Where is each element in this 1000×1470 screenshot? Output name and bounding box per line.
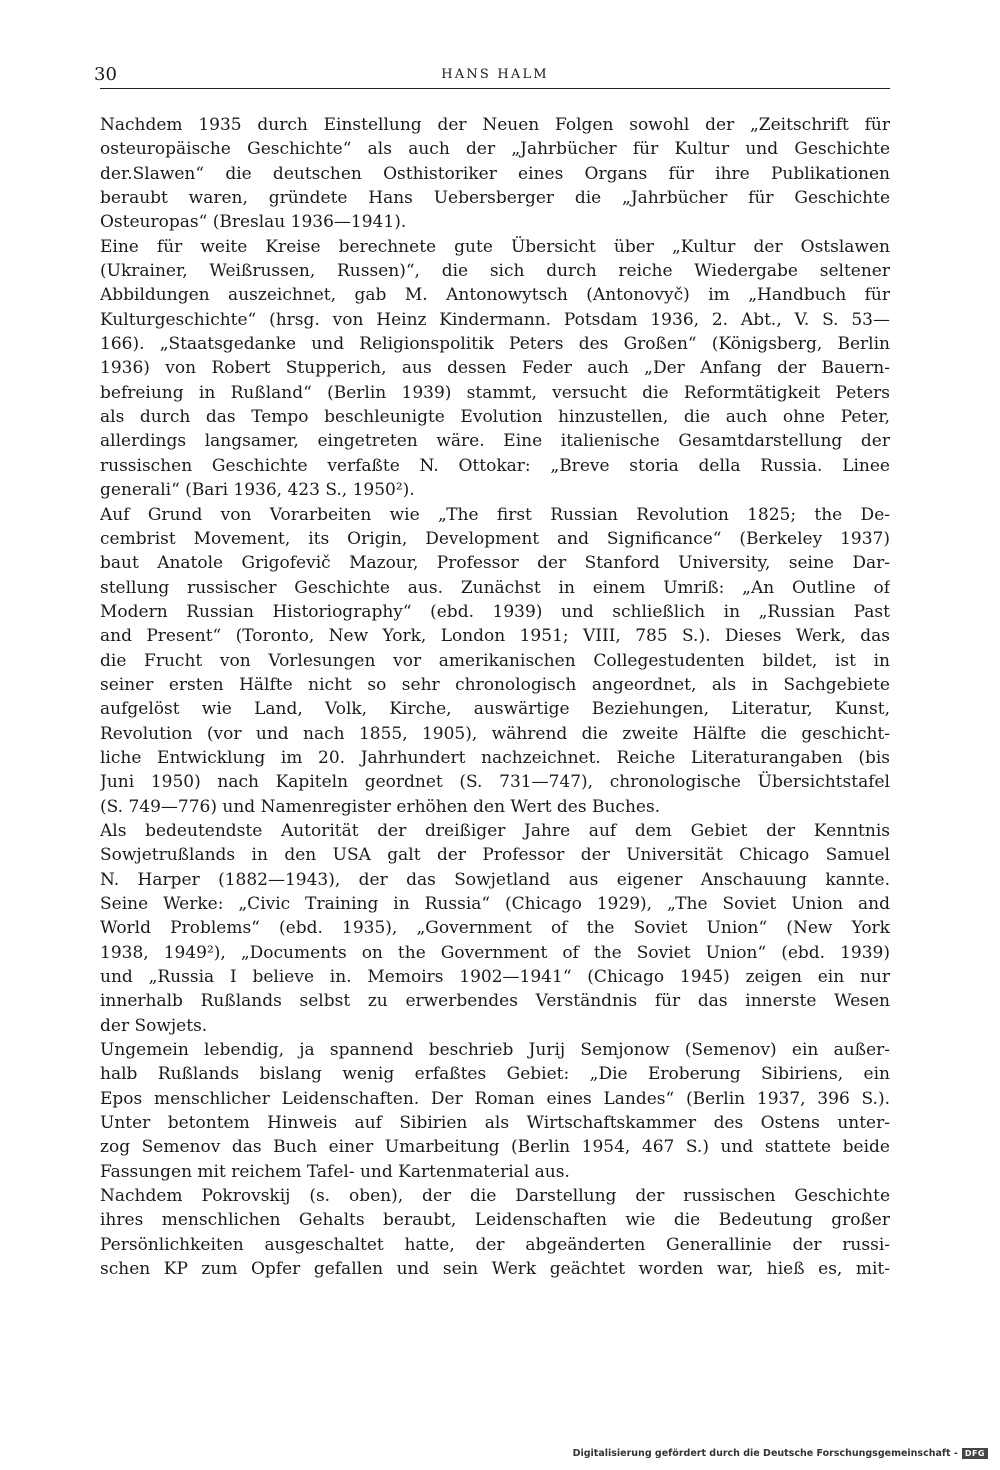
text-line: Persönlichkeiten ausgeschaltet hatte, der abgeänderten Generallinie der russi- bbox=[100, 1234, 890, 1255]
text-line: World Problems“ (ebd. 1935), „Government of the Soviet Union“ (New York bbox=[100, 918, 890, 939]
text-line: innerhalb Rußlands selbst zu erwerbendes Verständnis für das innerste Wesen bbox=[100, 991, 890, 1012]
paragraph bbox=[100, 235, 890, 503]
text-line: Nachdem Pokrovskij (s. oben), der die Darstellung der russischen Geschichte bbox=[100, 1186, 890, 1207]
text-line: und „Russia I believe in. Memoirs 1902—1941“ (Chicago 1945) zeigen ein nur bbox=[100, 967, 890, 988]
text-line: halb Rußlands bislang wenig erfaßtes Gebiet: „Die Eroberung Sibiriens, ein bbox=[100, 1064, 890, 1085]
text-line: Als bedeutendste Autorität der dreißiger Jahre auf dem Gebiet der Kenntnis bbox=[100, 820, 890, 841]
text-line: zog Semenov das Buch einer Umarbeitung (Berlin 1954, 467 S.) und stattete beide bbox=[100, 1137, 890, 1158]
text-line: stellung russischer Geschichte aus. Zunächst in einem Umriß: „An Outline of bbox=[100, 577, 890, 598]
text-line: Kulturgeschichte“ (hrsg. von Heinz Kindermann. Potsdam 1936, 2. Abt., V. S. 53— bbox=[100, 309, 890, 330]
paragraph bbox=[100, 1184, 890, 1281]
text-line: osteuropäische Geschichte“ als auch der „Jahrbücher für Kultur und Geschichte bbox=[100, 139, 890, 160]
text-line: als durch das Tempo beschleunigte Evolution hinzustellen, die auch ohne Peter, bbox=[100, 407, 890, 428]
text-line: russischen Geschichte verfaßte N. Ottokar: „Breve storia della Russia. Linee bbox=[100, 455, 890, 476]
text-line: Nachdem 1935 durch Einstellung der Neuen Folgen sowohl der „Zeitschrift für bbox=[100, 115, 890, 135]
text-line: Seine Werke: „Civic Training in Russia“ (Chicago 1929), „The Soviet Union and bbox=[100, 894, 890, 914]
text-line: Modern Russian Historiography“ (ebd. 1939) und schließlich in „Russian Past bbox=[100, 601, 890, 622]
paragraph bbox=[100, 113, 890, 235]
text-line: aufgelöst wie Land, Volk, Kirche, auswärtige Beziehungen, Literatur, Kunst, bbox=[100, 699, 890, 720]
text-line: 1936) von Robert Stupperich, aus dessen Feder auch „Der Anfang der Bauern- bbox=[100, 358, 890, 379]
text-line: baut Anatole Grigofevič Mazour, Professor der Stanford University, seine Dar- bbox=[100, 553, 890, 574]
text-line: Revolution (vor und nach 1855, 1905), während die zweite Hälfte die geschicht- bbox=[100, 723, 890, 744]
text-line: Juni 1950) nach Kapiteln geordnet (S. 731—747), chronologische Übersichtstafel bbox=[100, 772, 890, 793]
text-line: Unter betontem Hinweis auf Sibirien als Wirtschaftskammer des Ostens unter- bbox=[100, 1113, 890, 1134]
paragraph bbox=[100, 819, 890, 1038]
text-line: Epos menschlicher Leidenschaften. Der Roman eines Landes“ (Berlin 1937, 396 S.). bbox=[100, 1088, 890, 1109]
text-line: 166). „Staatsgedanke und Religionspolitik Peters des Großen“ (Königsberg, Berlin bbox=[100, 334, 890, 355]
text-line: Abbildungen auszeichnet, gab M. Antonowytsch (Antonovyč) im „Handbuch für bbox=[100, 285, 890, 306]
text-line: schen KP zum Opfer gefallen und sein Werk geächtet worden war, hieß es, mit- bbox=[100, 1259, 890, 1280]
text-line: N. Harper (1882—1943), der das Sowjetland aus eigener Anschauung kannte. bbox=[100, 869, 890, 890]
text-line: (Ukrainer, Weißrussen, Russen)“, die sich durch reiche Wiedergabe seltener bbox=[100, 261, 890, 282]
text-line: Fassungen mit reichem Tafel- und Kartenmaterial aus. bbox=[100, 1161, 570, 1182]
digitization-footer bbox=[573, 1448, 988, 1459]
text-line: beraubt waren, gründete Hans Uebersberger die „Jahrbücher für Geschichte bbox=[100, 188, 890, 209]
footer-text: Digitalisierung gefördert durch die Deutsche Forschungsgemeinschaft - bbox=[572, 1448, 958, 1459]
text-line: generali“ (Bari 1936, 423 S., 1950²). bbox=[100, 480, 415, 501]
text-line: Osteuropas“ (Breslau 1936—1941). bbox=[100, 212, 407, 233]
text-line: der Sowjets. bbox=[100, 1015, 208, 1036]
text-line: Sowjetrußlands in den USA galt der Professor der Universität Chicago Samuel bbox=[100, 845, 890, 866]
text-line: ihres menschlichen Gehalts beraubt, Leidenschaften wie die Bedeutung großer bbox=[100, 1210, 890, 1231]
text-line: seiner ersten Hälfte nicht so sehr chronologisch angeordnet, als in Sachgebiete bbox=[100, 674, 890, 695]
text-line: (S. 749—776) und Namenregister erhöhen den Wert des Buches. bbox=[100, 796, 661, 817]
running-head: HANS HALM bbox=[441, 67, 549, 82]
text-line: liche Entwicklung im 20. Jahrhundert nachzeichnet. Reiche Literaturangaben (bis bbox=[100, 747, 890, 768]
text-line: der.Slawen“ die deutschen Osthistoriker eines Organs für ihre Publikationen bbox=[100, 163, 890, 184]
text-line: 1938, 1949²), „Documents on the Government of the Soviet Union“ (ebd. 1939) bbox=[100, 942, 890, 963]
page-number: 30 bbox=[94, 64, 117, 85]
page bbox=[94, 62, 890, 1282]
text-line: befreiung in Rußland“ (Berlin 1939) stammt, versucht die Reformtätigkeit Peters bbox=[100, 382, 890, 403]
text-line: and Present“ (Toronto, New York, London 1951; VIII, 785 S.). Dieses Werk, das bbox=[100, 626, 890, 647]
text-line: Eine für weite Kreise berechnete gute Übersicht über „Kultur der Ostslawen bbox=[100, 236, 890, 257]
text-line: cembrist Movement, its Origin, Development and Significance“ (Berkeley 1937) bbox=[100, 528, 890, 549]
body-text bbox=[100, 113, 890, 1282]
text-line: Ungemein lebendig, ja spannend beschrieb Jurij Semjonow (Semenov) ein außer- bbox=[100, 1040, 890, 1061]
paragraph bbox=[100, 1038, 890, 1184]
text-line: Auf Grund von Vorarbeiten wie „The first Russian Revolution 1825; the De- bbox=[100, 504, 890, 525]
text-line: allerdings langsamer, eingetreten wäre. Eine italienische Gesamtdarstellung der bbox=[100, 431, 890, 452]
paragraph bbox=[100, 503, 890, 819]
page-header bbox=[94, 62, 890, 89]
text-line: die Frucht von Vorlesungen vor amerikanischen Collegestudenten bildet, ist in bbox=[100, 650, 890, 671]
dfg-logo: DFG bbox=[962, 1448, 988, 1459]
